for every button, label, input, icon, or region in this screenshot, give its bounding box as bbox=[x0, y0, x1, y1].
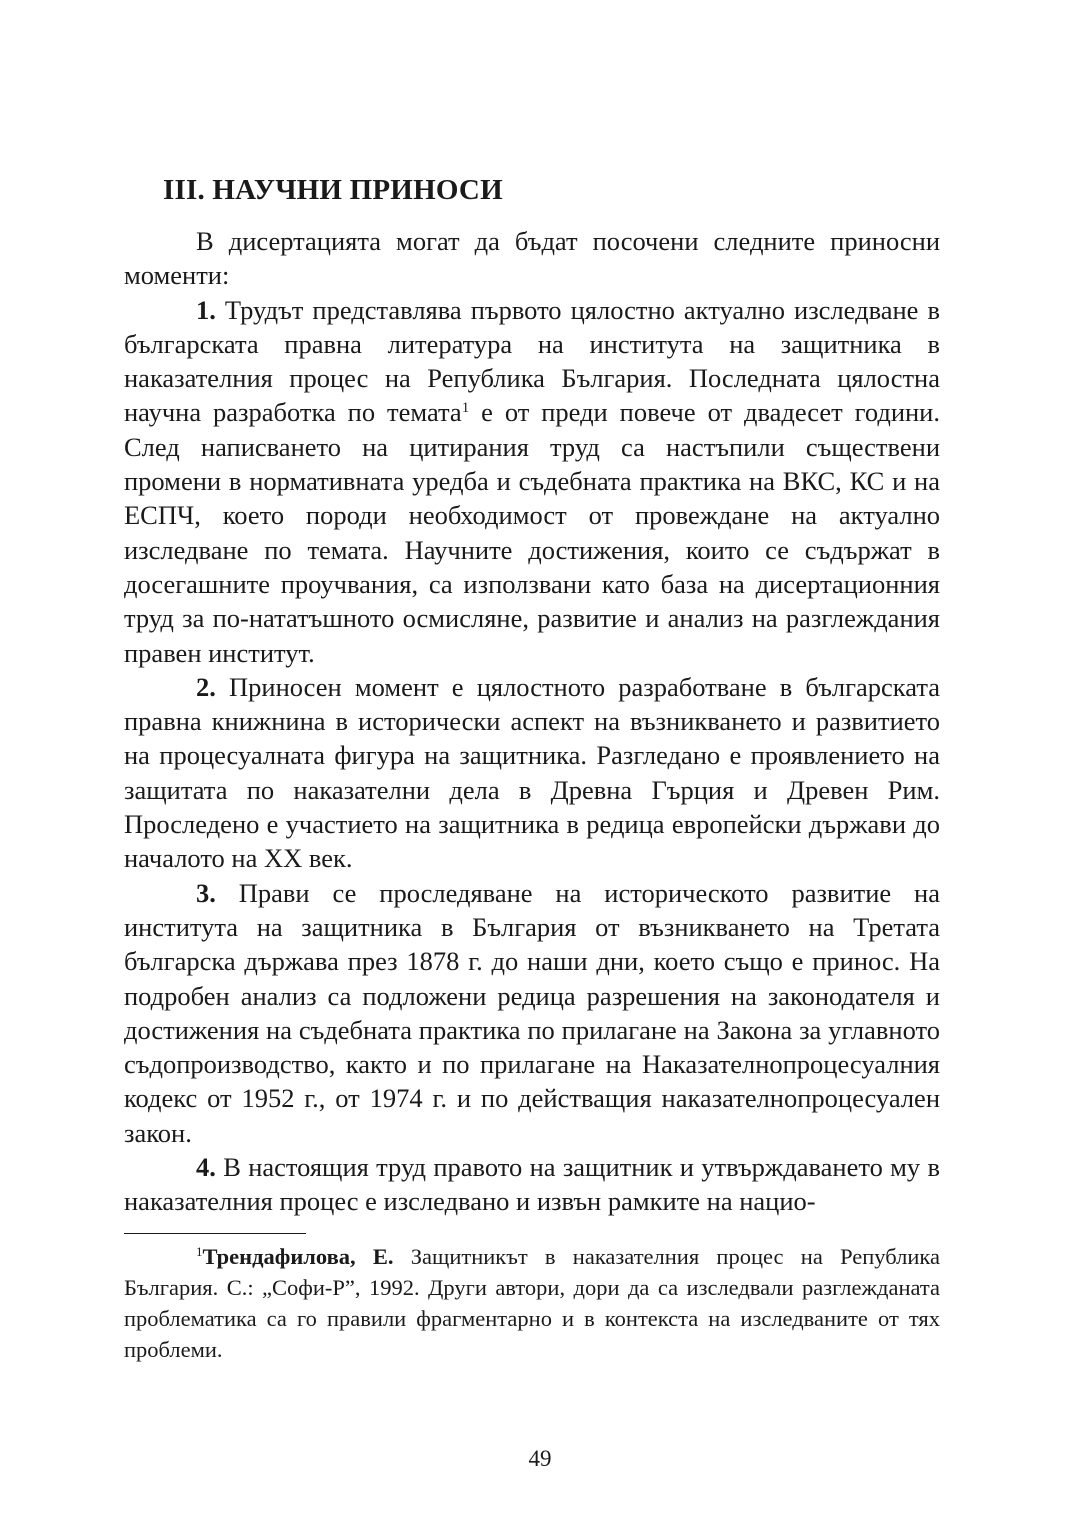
contribution-text: Приносен момент е цялостното разработване в българската правна книжнина в исторически аспект на възникването и развитието на процесуалната фигура на защитника. Разгледано е проявлението на защитата по наказателни дела в Древна Гърция и Древен Рим. Проследено е участието на защитника в редица европейски държави до началото на XX век. bbox=[124, 671, 940, 874]
intro-paragraph: В дисертацията могат да бъдат посочени следните приносни моменти: bbox=[124, 226, 940, 291]
contribution-text: Трудът представлява първото цялостно актуално изследване в българската правна литература на института на защитника в наказателния процес на Република България. Последната цялостна научна разработка по темата bbox=[124, 294, 940, 428]
page-number: 49 bbox=[528, 1446, 552, 1471]
contribution-text: В настоящия труд правото на защитник и утвърждаването му в наказателния процес е изследвано и извън рамките на нацио- bbox=[124, 1152, 940, 1217]
contribution-paragraph-2 bbox=[124, 670, 940, 876]
body-text bbox=[124, 224, 940, 1219]
contribution-number: 4. bbox=[196, 1152, 216, 1183]
footnote-divider bbox=[124, 1233, 306, 1234]
footnote-author: Трендафилова, Е. bbox=[202, 1244, 394, 1269]
contribution-number: 1. bbox=[196, 294, 216, 325]
footnote bbox=[124, 1241, 940, 1365]
contribution-number: 2. bbox=[196, 671, 216, 702]
contribution-number: 3. bbox=[196, 877, 216, 908]
contribution-paragraph-3 bbox=[124, 876, 940, 1150]
contribution-text: Прави се проследяване на историческото развитие на института на защитника в България от възникването на Третата българска държава през 1878 г. до наши дни, което също е принос. На подробен анализ са подложени редица разрешения на законодателя и достижения на съдебната практика по прилагане на Закона за углавното съдопроизводство, както и по прилагане на Наказателнопроцесуалния кодекс от 1952 г., от 1974 г. и по действащия наказателнопроцесуален закон. bbox=[124, 877, 940, 1148]
contribution-text-continued: е от преди повече от двадесет години. След написването на цитирания труд са настъпили съществени промени в нормативната уредба и съдебната практика на ВКС, КС и на ЕСПЧ, което породи необходимост от провеждане на актуално изследване по темата. Научните достижения, които се съдържат в досегашните проучвания, са използвани като база на дисертационния труд за по-нататъшното осмисляне, развитие и анализ на разглеждания правен институт. bbox=[124, 397, 940, 668]
contribution-paragraph-4 bbox=[124, 1150, 940, 1219]
footnote-reference[interactable]: 1 bbox=[461, 400, 470, 417]
footnote-text: Защитникът в наказателния процес на Република България. С.: „Софи-Р”, 1992. Други автори, дори да са изследвали разглежданата проблематика са го правили фрагментарно и в контекста на изследваните от тях проблеми. bbox=[124, 1244, 940, 1362]
section-heading: III. НАУЧНИ ПРИНОСИ bbox=[163, 174, 503, 206]
footnote-mark: 1 bbox=[196, 1244, 203, 1259]
contribution-paragraph-1 bbox=[124, 293, 940, 670]
